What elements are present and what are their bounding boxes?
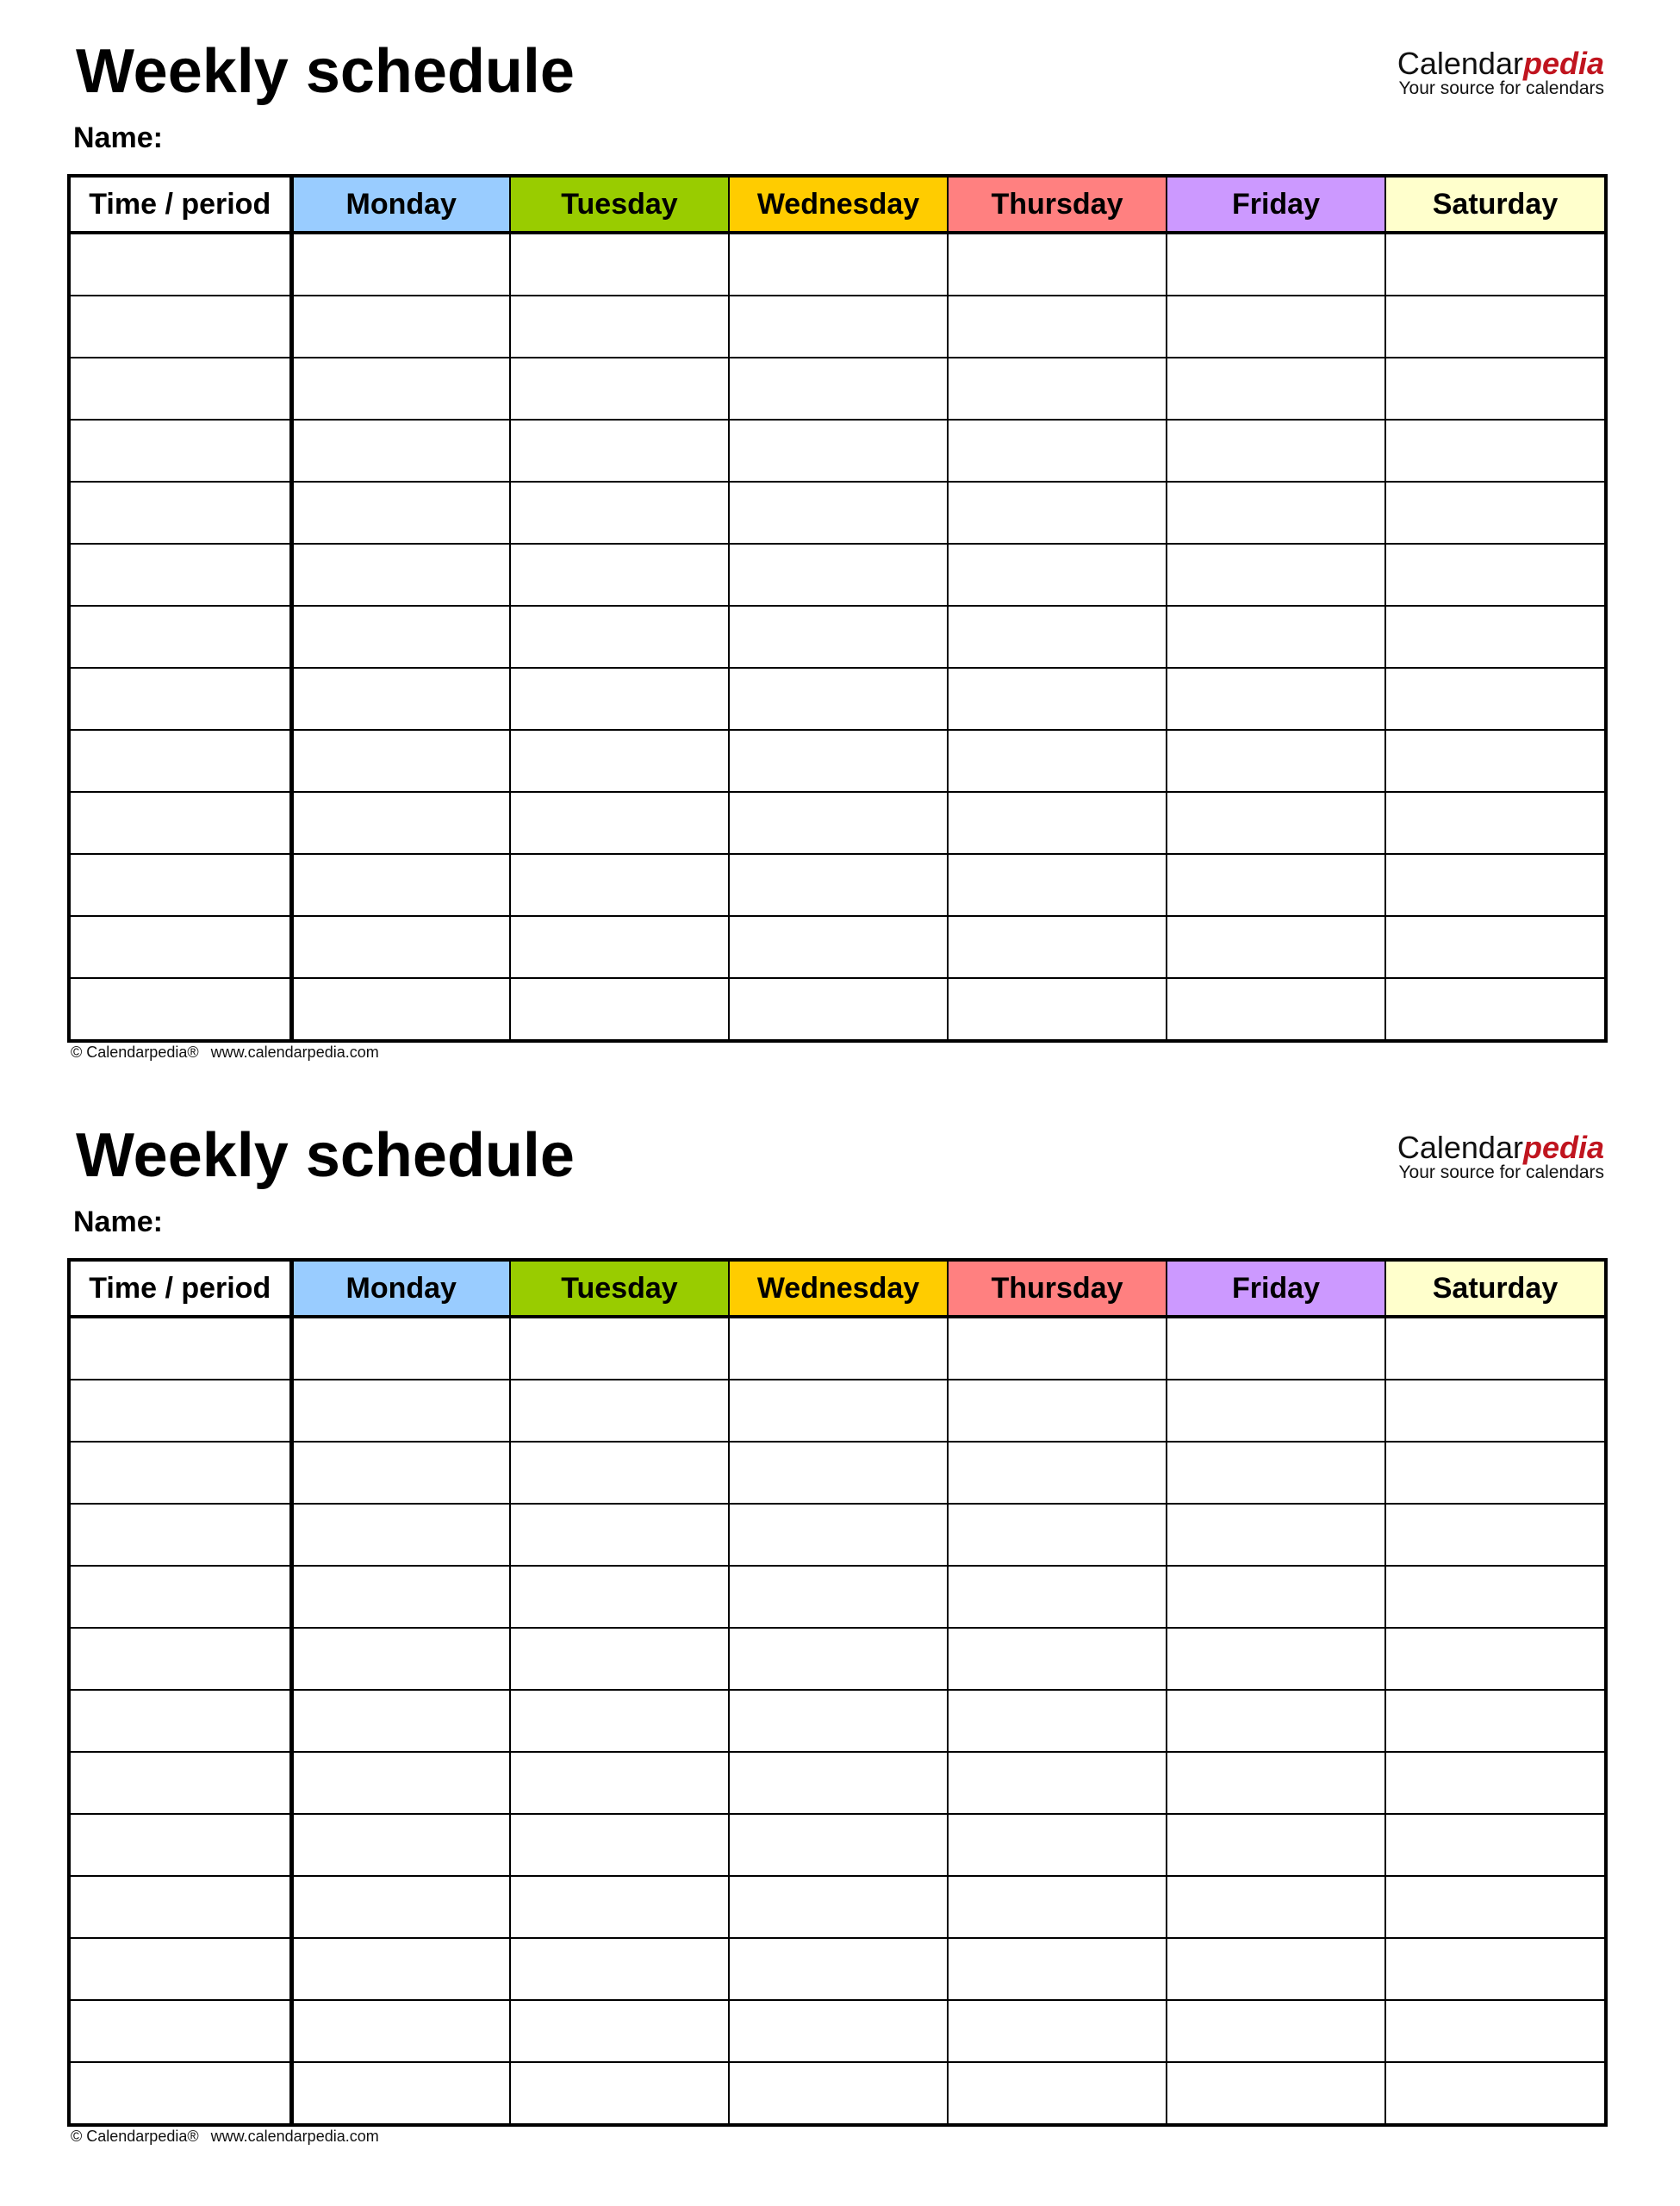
time-period-cell[interactable] (69, 1876, 291, 1938)
schedule-cell-thursday[interactable] (948, 1628, 1167, 1690)
schedule-cell-saturday[interactable] (1385, 1566, 1606, 1628)
table-row (69, 854, 1606, 916)
schedule-cell-thursday[interactable] (948, 1690, 1167, 1752)
schedule-cell-friday[interactable] (1167, 358, 1385, 420)
table-row (69, 296, 1606, 358)
table-row (69, 1566, 1606, 1628)
footer-url: www.calendarpedia.com (210, 1044, 379, 1061)
schedule-cell-wednesday[interactable] (729, 854, 948, 916)
time-period-cell[interactable] (69, 296, 291, 358)
schedule-cell-friday[interactable] (1167, 1628, 1385, 1690)
schedule-cell-saturday[interactable] (1385, 1876, 1606, 1938)
schedule-cell-thursday[interactable] (948, 2000, 1167, 2062)
schedule-cell-monday[interactable] (291, 1628, 510, 1690)
column-header-wednesday: Wednesday (729, 176, 948, 233)
schedule-cell-friday[interactable] (1167, 854, 1385, 916)
schedule-cell-tuesday[interactable] (510, 1566, 729, 1628)
schedule-cell-saturday[interactable] (1385, 668, 1606, 730)
schedule-cell-thursday[interactable] (948, 1504, 1167, 1566)
time-period-cell[interactable] (69, 1690, 291, 1752)
table-row (69, 916, 1606, 978)
schedule-cell-tuesday[interactable] (510, 2000, 729, 2062)
schedule-cell-wednesday[interactable] (729, 916, 948, 978)
schedule-cell-saturday[interactable] (1385, 420, 1606, 482)
footer (71, 1043, 379, 1062)
schedule-cell-thursday[interactable] (948, 2062, 1167, 2125)
schedule-cell-friday[interactable] (1167, 1876, 1385, 1938)
schedule-cell-tuesday[interactable] (510, 358, 729, 420)
schedule-cell-thursday[interactable] (948, 854, 1167, 916)
schedule-cell-monday[interactable] (291, 1380, 510, 1442)
schedule-cell-thursday[interactable] (948, 1566, 1167, 1628)
time-period-cell[interactable] (69, 2000, 291, 2062)
schedule-cell-tuesday[interactable] (510, 606, 729, 668)
schedule-cell-wednesday[interactable] (729, 1752, 948, 1814)
schedule-cell-wednesday[interactable] (729, 2000, 948, 2062)
schedule-cell-thursday[interactable] (948, 668, 1167, 730)
schedule-cell-monday[interactable] (291, 1876, 510, 1938)
schedule-cell-thursday[interactable] (948, 606, 1167, 668)
schedule-cell-friday[interactable] (1167, 1690, 1385, 1752)
schedule-cell-friday[interactable] (1167, 420, 1385, 482)
column-header-thursday: Thursday (948, 1260, 1167, 1317)
brand-name-accent: pedia (1522, 1130, 1604, 1165)
schedule-cell-tuesday[interactable] (510, 1504, 729, 1566)
schedule-cell-thursday[interactable] (948, 1752, 1167, 1814)
schedule-cell-wednesday[interactable] (729, 978, 948, 1041)
schedule-cell-friday[interactable] (1167, 1442, 1385, 1504)
schedule-cell-tuesday[interactable] (510, 1938, 729, 2000)
schedule-cell-monday[interactable] (291, 1752, 510, 1814)
schedule-cell-wednesday[interactable] (729, 544, 948, 606)
schedule-cell-saturday[interactable] (1385, 606, 1606, 668)
schedule-cell-wednesday[interactable] (729, 606, 948, 668)
schedule-cell-tuesday[interactable] (510, 233, 729, 296)
schedule-cell-tuesday[interactable] (510, 854, 729, 916)
schedule-cell-saturday[interactable] (1385, 1814, 1606, 1876)
schedule-cell-friday[interactable] (1167, 1504, 1385, 1566)
schedule-cell-tuesday[interactable] (510, 1752, 729, 1814)
table-row (69, 233, 1606, 296)
name-label: Name: (73, 122, 163, 154)
schedule-cell-friday[interactable] (1167, 2062, 1385, 2125)
schedule-cell-saturday[interactable] (1385, 1690, 1606, 1752)
schedule-cell-tuesday[interactable] (510, 296, 729, 358)
schedule-cell-thursday[interactable] (948, 482, 1167, 544)
table-row (69, 1442, 1606, 1504)
schedule-cell-monday[interactable] (291, 916, 510, 978)
schedule-cell-tuesday[interactable] (510, 1380, 729, 1442)
schedule-table (67, 174, 1608, 1043)
schedule-cell-friday[interactable] (1167, 1566, 1385, 1628)
table-row (69, 792, 1606, 854)
table-row (69, 2000, 1606, 2062)
time-period-cell[interactable] (69, 668, 291, 730)
column-header-saturday: Saturday (1385, 176, 1606, 233)
time-period-cell[interactable] (69, 1566, 291, 1628)
time-period-cell[interactable] (69, 1814, 291, 1876)
schedule-cell-thursday[interactable] (948, 1380, 1167, 1442)
schedule-cell-monday[interactable] (291, 2062, 510, 2125)
header-row (69, 176, 1606, 233)
schedule-cell-saturday[interactable] (1385, 730, 1606, 792)
brand-name (1397, 47, 1604, 81)
schedule-cell-thursday[interactable] (948, 1317, 1167, 1380)
schedule-cell-friday[interactable] (1167, 978, 1385, 1041)
footer (71, 2127, 379, 2146)
schedule-cell-thursday[interactable] (948, 1938, 1167, 2000)
schedule-cell-wednesday[interactable] (729, 668, 948, 730)
schedule-cell-saturday[interactable] (1385, 2062, 1606, 2125)
schedule-cell-monday[interactable] (291, 1317, 510, 1380)
time-period-cell[interactable] (69, 233, 291, 296)
table-row (69, 606, 1606, 668)
schedule-cell-wednesday[interactable] (729, 1380, 948, 1442)
schedule-cell-thursday[interactable] (948, 730, 1167, 792)
schedule-cell-saturday[interactable] (1385, 854, 1606, 916)
schedule-cell-monday[interactable] (291, 482, 510, 544)
schedule-cell-friday[interactable] (1167, 1752, 1385, 1814)
schedule-cell-wednesday[interactable] (729, 1504, 948, 1566)
table-row (69, 1938, 1606, 2000)
table-row (69, 544, 1606, 606)
schedule-cell-wednesday[interactable] (729, 1690, 948, 1752)
schedule-cell-monday[interactable] (291, 668, 510, 730)
schedule-cell-wednesday[interactable] (729, 233, 948, 296)
column-header-friday: Friday (1167, 1260, 1385, 1317)
schedule-cell-wednesday[interactable] (729, 358, 948, 420)
table-row (69, 978, 1606, 1041)
column-header-time-period: Time / period (69, 176, 291, 233)
table-row (69, 1317, 1606, 1380)
schedule-cell-monday[interactable] (291, 792, 510, 854)
time-period-cell[interactable] (69, 978, 291, 1041)
time-period-cell[interactable] (69, 854, 291, 916)
brand-name-plain: Calendar (1397, 46, 1523, 81)
table-row (69, 1690, 1606, 1752)
schedule-cell-friday[interactable] (1167, 1380, 1385, 1442)
schedule-sheet-2 (0, 1084, 1680, 2187)
schedule-cell-friday[interactable] (1167, 1317, 1385, 1380)
schedule-cell-wednesday[interactable] (729, 1317, 948, 1380)
schedule-cell-wednesday[interactable] (729, 1628, 948, 1690)
brand-name-accent: pedia (1522, 46, 1604, 81)
column-header-monday: Monday (291, 176, 510, 233)
schedule-cell-tuesday[interactable] (510, 1690, 729, 1752)
table-row (69, 358, 1606, 420)
schedule-cell-monday[interactable] (291, 978, 510, 1041)
schedule-cell-friday[interactable] (1167, 296, 1385, 358)
schedule-cell-tuesday[interactable] (510, 1876, 729, 1938)
time-period-cell[interactable] (69, 916, 291, 978)
time-period-cell[interactable] (69, 606, 291, 668)
table-row (69, 1814, 1606, 1876)
table-row (69, 1628, 1606, 1690)
schedule-cell-wednesday[interactable] (729, 1566, 948, 1628)
table-row (69, 1380, 1606, 1442)
time-period-cell[interactable] (69, 730, 291, 792)
schedule-cell-tuesday[interactable] (510, 482, 729, 544)
schedule-cell-saturday[interactable] (1385, 544, 1606, 606)
schedule-cell-monday[interactable] (291, 1566, 510, 1628)
schedule-cell-thursday[interactable] (948, 1876, 1167, 1938)
column-header-saturday: Saturday (1385, 1260, 1606, 1317)
schedule-cell-monday[interactable] (291, 1690, 510, 1752)
schedule-cell-monday[interactable] (291, 854, 510, 916)
schedule-cell-tuesday[interactable] (510, 544, 729, 606)
schedule-cell-friday[interactable] (1167, 606, 1385, 668)
schedule-cell-friday[interactable] (1167, 792, 1385, 854)
schedule-cell-tuesday[interactable] (510, 730, 729, 792)
time-period-cell[interactable] (69, 482, 291, 544)
schedule-cell-tuesday[interactable] (510, 1442, 729, 1504)
schedule-cell-monday[interactable] (291, 358, 510, 420)
column-header-time-period: Time / period (69, 1260, 291, 1317)
time-period-cell[interactable] (69, 792, 291, 854)
schedule-cell-wednesday[interactable] (729, 296, 948, 358)
time-period-cell[interactable] (69, 1752, 291, 1814)
schedule-cell-thursday[interactable] (948, 792, 1167, 854)
schedule-cell-saturday[interactable] (1385, 2000, 1606, 2062)
column-header-friday: Friday (1167, 176, 1385, 233)
schedule-cell-saturday[interactable] (1385, 916, 1606, 978)
schedule-cell-friday[interactable] (1167, 2000, 1385, 2062)
column-header-monday: Monday (291, 1260, 510, 1317)
time-period-cell[interactable] (69, 420, 291, 482)
time-period-cell[interactable] (69, 1938, 291, 2000)
schedule-cell-monday[interactable] (291, 1814, 510, 1876)
table-row (69, 2062, 1606, 2125)
schedule-cell-monday[interactable] (291, 1442, 510, 1504)
brand-name (1397, 1131, 1604, 1165)
table-row (69, 730, 1606, 792)
schedule-cell-tuesday[interactable] (510, 2062, 729, 2125)
schedule-cell-monday[interactable] (291, 1504, 510, 1566)
schedule-cell-wednesday[interactable] (729, 420, 948, 482)
schedule-cell-friday[interactable] (1167, 1814, 1385, 1876)
schedule-cell-monday[interactable] (291, 233, 510, 296)
schedule-cell-monday[interactable] (291, 420, 510, 482)
schedule-cell-monday[interactable] (291, 296, 510, 358)
schedule-cell-tuesday[interactable] (510, 668, 729, 730)
name-label: Name: (73, 1206, 163, 1238)
table-row (69, 668, 1606, 730)
schedule-cell-thursday[interactable] (948, 1442, 1167, 1504)
schedule-cell-saturday[interactable] (1385, 358, 1606, 420)
time-period-cell[interactable] (69, 1504, 291, 1566)
schedule-cell-friday[interactable] (1167, 668, 1385, 730)
schedule-cell-saturday[interactable] (1385, 792, 1606, 854)
schedule-cell-thursday[interactable] (948, 420, 1167, 482)
schedule-cell-wednesday[interactable] (729, 1938, 948, 2000)
schedule-cell-thursday[interactable] (948, 358, 1167, 420)
column-header-thursday: Thursday (948, 176, 1167, 233)
time-period-cell[interactable] (69, 1628, 291, 1690)
schedule-cell-friday[interactable] (1167, 544, 1385, 606)
schedule-cell-saturday[interactable] (1385, 1442, 1606, 1504)
schedule-cell-thursday[interactable] (948, 544, 1167, 606)
brand-logo (1397, 1131, 1604, 1182)
schedule-cell-saturday[interactable] (1385, 1504, 1606, 1566)
time-period-cell[interactable] (69, 1442, 291, 1504)
schedule-cell-saturday[interactable] (1385, 1752, 1606, 1814)
schedule-cell-thursday[interactable] (948, 296, 1167, 358)
schedule-body (69, 1317, 1606, 2125)
schedule-cell-saturday[interactable] (1385, 1938, 1606, 2000)
schedule-cell-wednesday[interactable] (729, 730, 948, 792)
header-row (69, 1260, 1606, 1317)
schedule-cell-saturday[interactable] (1385, 1628, 1606, 1690)
schedule-cell-wednesday[interactable] (729, 1876, 948, 1938)
schedule-cell-saturday[interactable] (1385, 978, 1606, 1041)
schedule-cell-monday[interactable] (291, 1938, 510, 2000)
schedule-cell-thursday[interactable] (948, 1814, 1167, 1876)
footer-url: www.calendarpedia.com (210, 2128, 379, 2145)
schedule-cell-tuesday[interactable] (510, 420, 729, 482)
schedule-cell-tuesday[interactable] (510, 1814, 729, 1876)
schedule-body (69, 233, 1606, 1041)
schedule-cell-saturday[interactable] (1385, 296, 1606, 358)
schedule-cell-wednesday[interactable] (729, 2062, 948, 2125)
schedule-cell-saturday[interactable] (1385, 1380, 1606, 1442)
table-row (69, 1876, 1606, 1938)
table-row (69, 420, 1606, 482)
brand-tagline: Your source for calendars (1398, 1162, 1604, 1182)
schedule-cell-tuesday[interactable] (510, 1317, 729, 1380)
schedule-cell-tuesday[interactable] (510, 978, 729, 1041)
schedule-cell-wednesday[interactable] (729, 1442, 948, 1504)
schedule-cell-monday[interactable] (291, 2000, 510, 2062)
footer-copyright: © Calendarpedia® (71, 2128, 199, 2145)
schedule-cell-friday[interactable] (1167, 730, 1385, 792)
schedule-cell-monday[interactable] (291, 606, 510, 668)
schedule-cell-friday[interactable] (1167, 233, 1385, 296)
table-row (69, 1504, 1606, 1566)
time-period-cell[interactable] (69, 2062, 291, 2125)
brand-name-plain: Calendar (1397, 1130, 1523, 1165)
time-period-cell[interactable] (69, 544, 291, 606)
time-period-cell[interactable] (69, 1380, 291, 1442)
schedule-cell-friday[interactable] (1167, 482, 1385, 544)
brand-tagline: Your source for calendars (1398, 78, 1604, 98)
column-header-tuesday: Tuesday (510, 176, 729, 233)
table-row (69, 1752, 1606, 1814)
schedule-cell-thursday[interactable] (948, 916, 1167, 978)
column-header-tuesday: Tuesday (510, 1260, 729, 1317)
time-period-cell[interactable] (69, 358, 291, 420)
time-period-cell[interactable] (69, 1317, 291, 1380)
page-title: Weekly schedule (76, 37, 575, 106)
schedule-cell-wednesday[interactable] (729, 482, 948, 544)
page-title: Weekly schedule (76, 1121, 575, 1190)
table-row (69, 482, 1606, 544)
schedule-cell-friday[interactable] (1167, 1938, 1385, 2000)
schedule-cell-friday[interactable] (1167, 916, 1385, 978)
schedule-cell-saturday[interactable] (1385, 233, 1606, 296)
schedule-table (67, 1258, 1608, 2127)
schedule-cell-monday[interactable] (291, 730, 510, 792)
schedule-cell-thursday[interactable] (948, 233, 1167, 296)
footer-copyright: © Calendarpedia® (71, 1044, 199, 1061)
schedule-cell-saturday[interactable] (1385, 482, 1606, 544)
brand-logo (1397, 47, 1604, 98)
schedule-cell-wednesday[interactable] (729, 1814, 948, 1876)
column-header-wednesday: Wednesday (729, 1260, 948, 1317)
schedule-cell-tuesday[interactable] (510, 916, 729, 978)
schedule-cell-wednesday[interactable] (729, 792, 948, 854)
schedule-cell-saturday[interactable] (1385, 1317, 1606, 1380)
schedule-cell-thursday[interactable] (948, 978, 1167, 1041)
schedule-cell-tuesday[interactable] (510, 792, 729, 854)
schedule-cell-tuesday[interactable] (510, 1628, 729, 1690)
schedule-cell-monday[interactable] (291, 544, 510, 606)
